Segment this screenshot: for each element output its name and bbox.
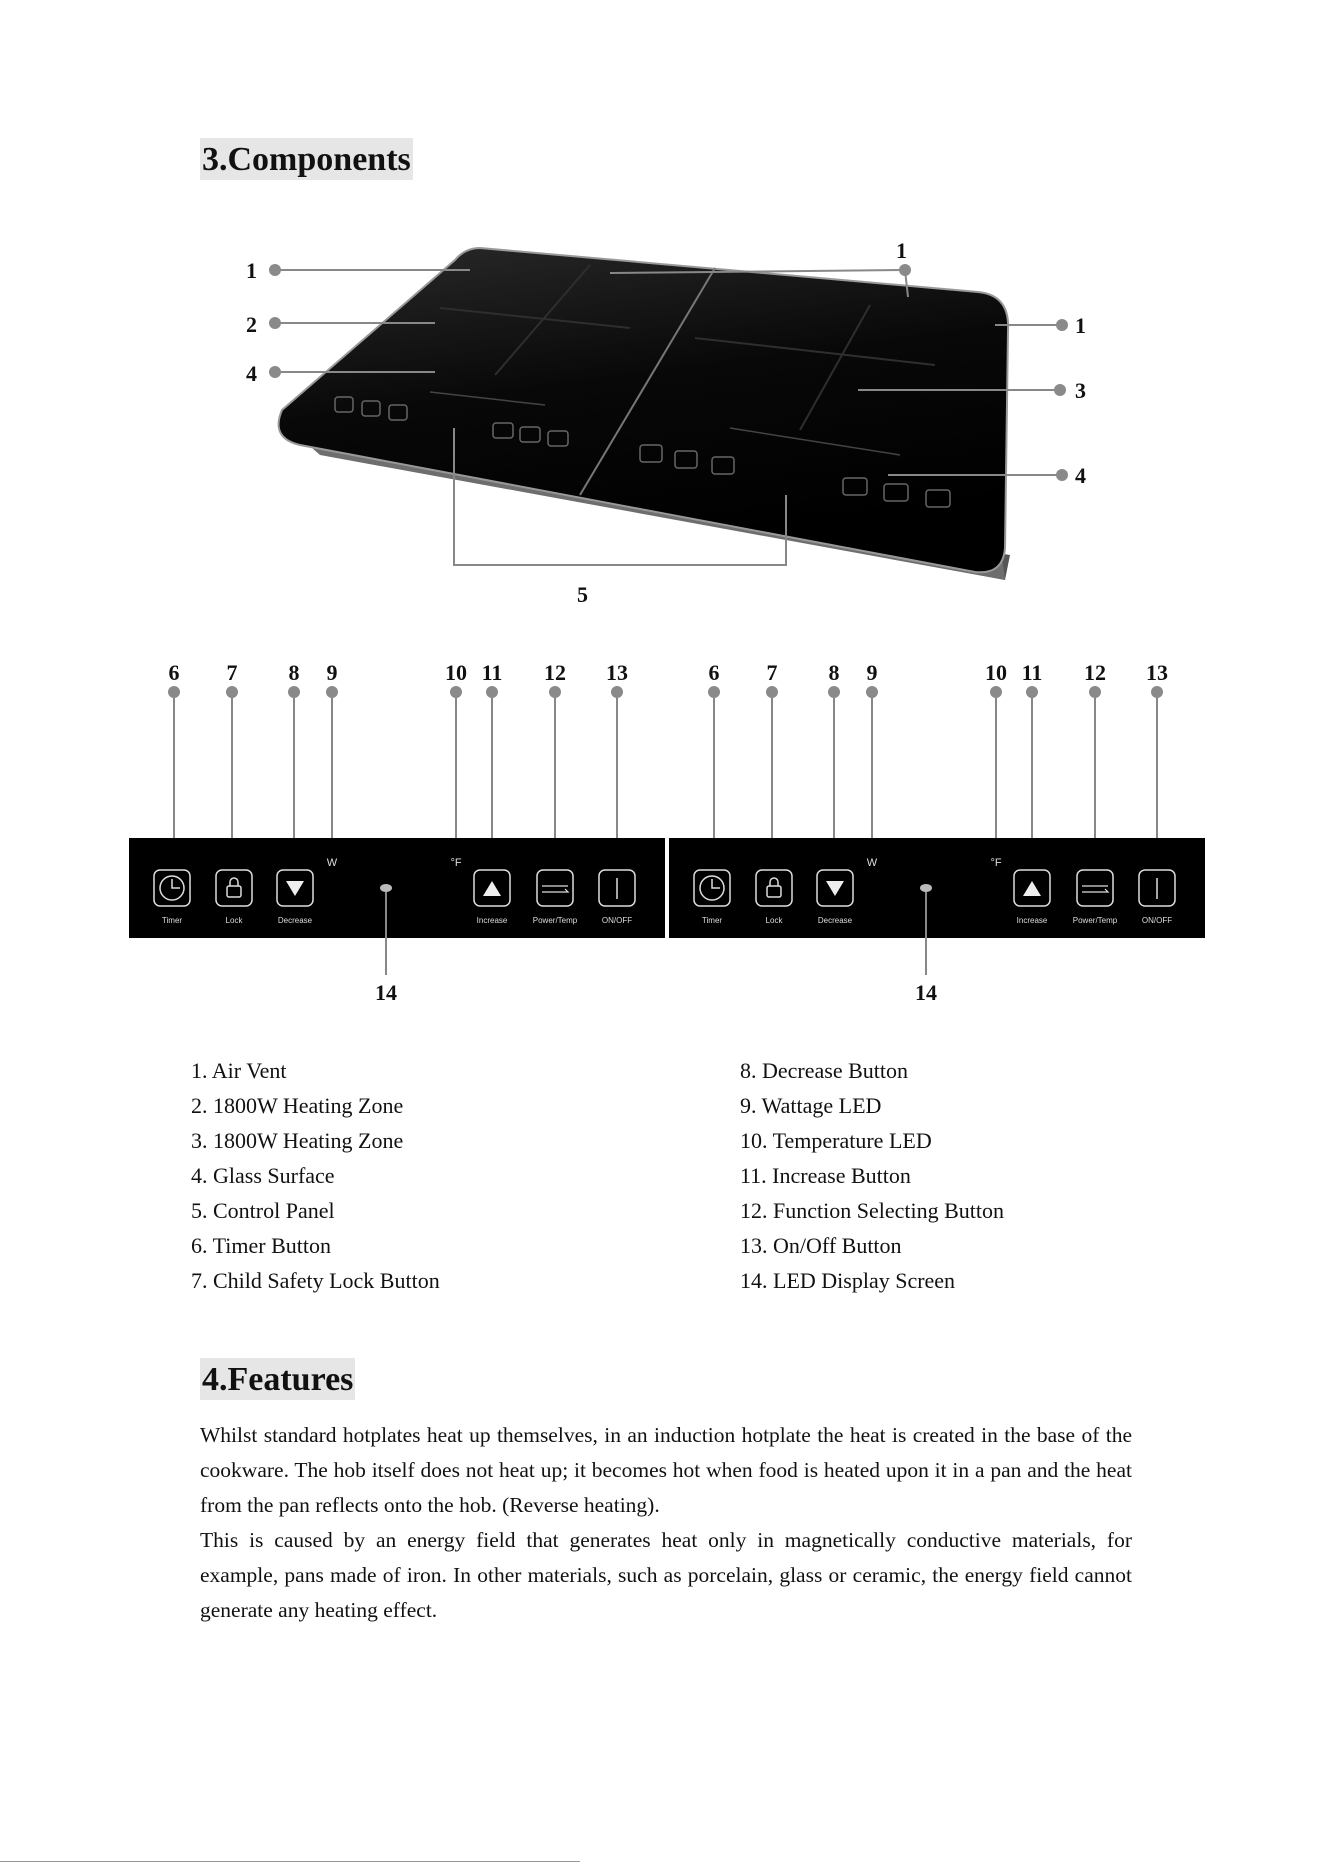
- list-item: 11. Increase Button: [740, 1163, 911, 1188]
- panel-leader-dot: [611, 686, 623, 698]
- on-off-button-label: ON/OFF: [1141, 916, 1173, 925]
- panel-leader-dot: [866, 686, 878, 698]
- components-heading: 3.Components: [200, 138, 413, 180]
- list-item: 3. 1800W Heating Zone: [191, 1128, 404, 1153]
- panel-callout-9: 9: [326, 660, 338, 685]
- panel-leader-dot: [766, 686, 778, 698]
- panel-callout-13: 13: [1146, 660, 1168, 685]
- panel-leader-dot: [288, 686, 300, 698]
- callout-1-left: 1: [246, 258, 257, 283]
- panel-leader-dot: [326, 686, 338, 698]
- increase-button-label: Increase: [476, 916, 508, 925]
- panel-leader-dot: [486, 686, 498, 698]
- decrease-button[interactable]: [277, 870, 313, 925]
- temperature-led-mark: °F: [990, 857, 1002, 869]
- increase-button-label: Increase: [1016, 916, 1048, 925]
- timer-button-label: Timer: [161, 916, 183, 925]
- on-off-button[interactable]: [1139, 870, 1175, 925]
- component-list-right: [740, 1053, 1004, 1298]
- control-panel-strip-right: [669, 660, 1205, 1005]
- power-temp-button-label: Power/Temp: [532, 916, 578, 925]
- lock-button-label: Lock: [225, 916, 243, 925]
- led-display-screen: [920, 884, 932, 892]
- list-item: 9. Wattage LED: [740, 1093, 882, 1118]
- component-list-left: [191, 1053, 440, 1298]
- panel-callout-9: 9: [866, 660, 878, 685]
- panel-leader-dot: [990, 686, 1002, 698]
- panel-leader-dot: [168, 686, 180, 698]
- list-item: 1. Air Vent: [191, 1058, 287, 1083]
- list-item: 4. Glass Surface: [191, 1163, 335, 1188]
- callout-4-right: 4: [1075, 463, 1086, 488]
- features-paragraph-2: This is caused by an energy field that generates heat only in magnetically conductive materials, for example, pans made of iron. In other materials, such as porcelain, glass or ceramic, the energy field cannot generate any heating effect.: [200, 1528, 1132, 1622]
- temperature-led-mark: °F: [450, 857, 462, 869]
- panel-callout-6: 6: [168, 660, 180, 685]
- control-panels-diagram: [0, 640, 1323, 1020]
- footer-rule: [0, 1861, 580, 1862]
- decrease-button[interactable]: [817, 870, 853, 925]
- panel-callout-11: 11: [481, 660, 503, 685]
- panel-leader-dot: [828, 686, 840, 698]
- list-item: 8. Decrease Button: [740, 1058, 908, 1083]
- increase-button[interactable]: [1014, 870, 1050, 925]
- list-item: 7. Child Safety Lock Button: [191, 1268, 440, 1293]
- list-item: 12. Function Selecting Button: [740, 1198, 1004, 1223]
- list-item: 13. On/Off Button: [740, 1233, 902, 1258]
- on-off-button-label: ON/OFF: [601, 916, 633, 925]
- panel-callout-10: 10: [445, 660, 467, 685]
- panel-leader-dot: [549, 686, 561, 698]
- panel-callout-8: 8: [288, 660, 300, 685]
- panel-callout-11: 11: [1021, 660, 1043, 685]
- timer-button-label: Timer: [701, 916, 723, 925]
- control-panel-strip-left: [129, 660, 665, 1005]
- panel-callout-14: 14: [375, 980, 397, 1005]
- led-display-screen: [380, 884, 392, 892]
- panel-callout-12: 12: [544, 660, 566, 685]
- panel-callout-8: 8: [828, 660, 840, 685]
- callout-2: 2: [246, 312, 257, 337]
- panel-callout-10: 10: [985, 660, 1007, 685]
- panel-callout-7: 7: [226, 660, 238, 685]
- panel-leader-dot: [226, 686, 238, 698]
- decrease-button-label: Decrease: [817, 916, 853, 925]
- panel-callout-6: 6: [708, 660, 720, 685]
- list-item: 2. 1800W Heating Zone: [191, 1093, 404, 1118]
- decrease-button-label: Decrease: [277, 916, 313, 925]
- control-panel-strip-background: [669, 838, 1205, 938]
- list-item: 6. Timer Button: [191, 1233, 331, 1258]
- callout-1-top: 1: [896, 238, 907, 263]
- power-temp-button-label: Power/Temp: [1072, 916, 1118, 925]
- increase-button[interactable]: [474, 870, 510, 925]
- cooktop-glass-surface: [279, 248, 1009, 572]
- callout-1-right: 1: [1075, 313, 1086, 338]
- callout-5: 5: [577, 582, 588, 607]
- panel-callout-7: 7: [766, 660, 778, 685]
- cooktop-diagram: [0, 0, 1323, 620]
- features-heading: 4.Features: [200, 1358, 355, 1400]
- power-temp-button[interactable]: [1073, 870, 1118, 925]
- on-off-button[interactable]: [599, 870, 635, 925]
- panel-callout-13: 13: [606, 660, 628, 685]
- panel-leader-dot: [1089, 686, 1101, 698]
- power-temp-button[interactable]: [533, 870, 578, 925]
- lock-button-label: Lock: [765, 916, 783, 925]
- list-item: 5. Control Panel: [191, 1198, 335, 1223]
- panel-leader-dot: [1026, 686, 1038, 698]
- wattage-led-mark: W: [326, 857, 338, 869]
- callout-4-left: 4: [246, 361, 257, 386]
- panel-leader-dot: [708, 686, 720, 698]
- panel-leader-dot: [1151, 686, 1163, 698]
- wattage-led-mark: W: [866, 857, 878, 869]
- list-item: 10. Temperature LED: [740, 1128, 932, 1153]
- features-paragraph-1: Whilst standard hotplates heat up themselves, in an induction hotplate the heat is created in the base of the cookware. The hob itself does not heat up; it becomes hot when food is heated upon it in a pan and the heat from the pan reflects onto the hob. (Reverse heating).: [200, 1423, 1132, 1517]
- control-panel-strip-background: [129, 838, 665, 938]
- panel-callout-14: 14: [915, 980, 937, 1005]
- callout-3: 3: [1075, 378, 1086, 403]
- panel-callout-12: 12: [1084, 660, 1106, 685]
- panel-leader-dot: [450, 686, 462, 698]
- list-item: 14. LED Display Screen: [740, 1268, 956, 1293]
